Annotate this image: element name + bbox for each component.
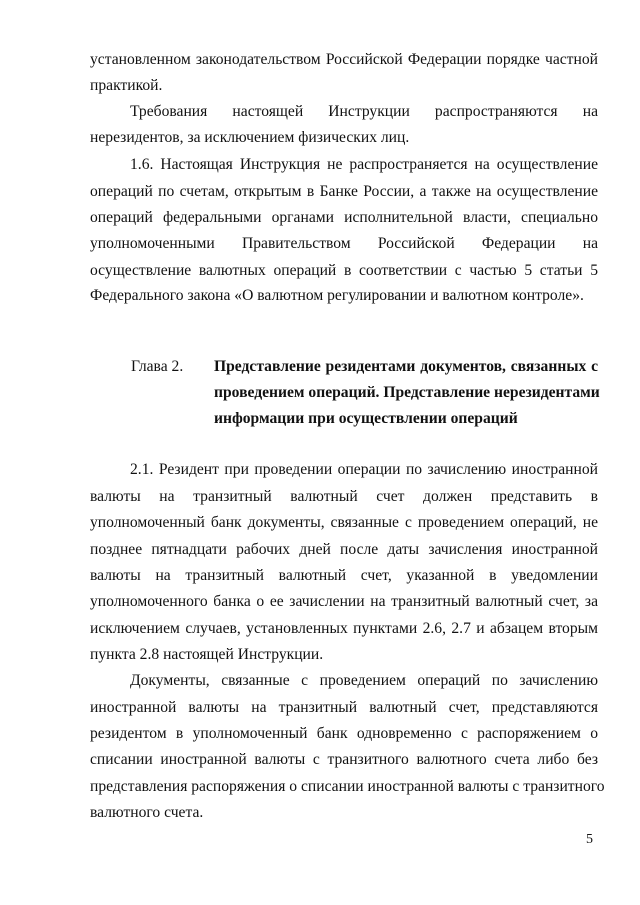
text-line: осуществление валютных операций в соответствии с частью 5 статьи 5 xyxy=(90,262,598,279)
text-line: валюты на транзитный валютный счет, указанной в уведомлении xyxy=(90,567,598,584)
text-line: представления распоряжения о списании иностранной валюты с транзитного xyxy=(90,778,605,795)
text-line: списании иностранной валюты с транзитного валютного счета либо без xyxy=(90,751,598,768)
text-line: уполномоченный банк документы, связанные с проведением операций, не xyxy=(90,514,598,531)
text-line: установленном законодательством Российской Федерации порядке частной xyxy=(90,51,598,68)
text-line: уполномоченного банка о ее зачислении на транзитный валютный счет, за xyxy=(90,593,598,610)
text-line: Требования настоящей Инструкции распространяются на xyxy=(130,103,598,120)
text-line: 2.1. Резидент при проведении операции по зачислению иностранной xyxy=(130,461,598,478)
text-line: операций федеральными органами исполнительной власти, специально xyxy=(90,209,598,226)
text-line: нерезидентов, за исключением физических лиц. xyxy=(90,129,410,146)
text-line: операций по счетам, открытым в Банке России, а также на осуществление xyxy=(90,183,598,200)
chapter-title-line: информации при осуществлении операций xyxy=(214,410,518,427)
text-line: уполномоченными Правительством Российской Федерации на xyxy=(90,235,598,252)
text-line: позднее пятнадцати рабочих дней после даты зачисления иностранной xyxy=(90,541,598,558)
text-line: резидентом в уполномоченный банк одновременно с распоряжением о xyxy=(90,725,598,742)
text-line: Федерального закона «О валютном регулировании и валютном контроле». xyxy=(90,287,584,304)
chapter-title-line: проведением операций. Представление нерезидентами xyxy=(214,384,600,401)
text-line: валюты на транзитный валютный счет должен представить в xyxy=(90,488,598,505)
text-line: исключением случаев, установленных пунктами 2.6, 2.7 и абзацем вторым xyxy=(90,620,598,637)
text-line: Документы, связанные с проведением операций по зачислению xyxy=(130,672,598,689)
text-line: практикой. xyxy=(90,77,163,94)
text-line: иностранной валюты на транзитный валютный счет, представляются xyxy=(90,699,598,716)
page-number: 5 xyxy=(586,832,593,847)
chapter-title-line: Представление резидентами документов, связанных с xyxy=(214,358,598,375)
text-line: 1.6. Настоящая Инструкция не распространяется на осуществление xyxy=(130,156,598,173)
text-line: пункта 2.8 настоящей Инструкции. xyxy=(90,646,324,663)
text-line: валютного счета. xyxy=(90,804,204,821)
chapter-label: Глава 2. xyxy=(131,358,184,375)
